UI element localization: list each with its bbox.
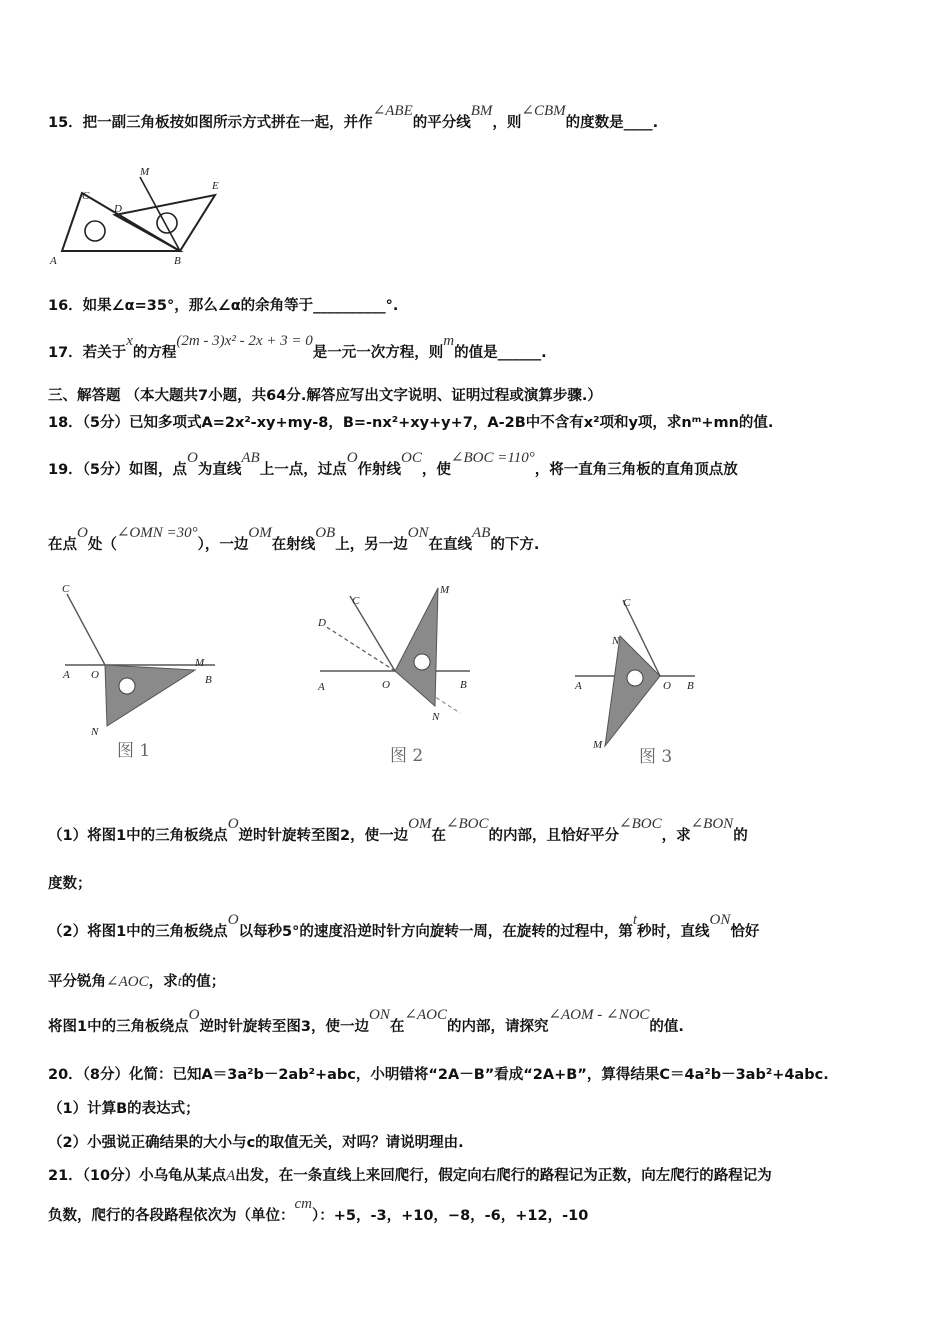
q19-part-3: 将图1中的三角板绕点O逆时针旋转至图3，使一边ON在∠AOC的内部，请探究∠AOM - ∠NOC的值. [48,1007,684,1035]
svg-text:A: A [575,680,582,692]
svg-text:B: B [687,680,694,692]
svg-text:B: B [205,674,212,686]
fig2-caption: 图 2 [390,746,424,766]
q19-part-2-cont: 平分锐角∠AOC，求t的值； [48,974,226,990]
q19-line-1: 19．（5分）如图，点O为直线AB上一点，过点O作射线OC，使∠BOC =110°，将一直角三角板的直角顶点放 [48,450,738,478]
q19-part-1-cont: 度数； [48,876,92,892]
q15-figure [40,165,230,275]
svg-text:M: M [440,584,450,596]
q21-line-2: 负数，爬行的各段路程依次为（单位：cm）：+5，-3，+10，−8，-6，+12，-10 [48,1196,589,1224]
svg-text:O: O [91,669,99,681]
fig-label-c: C [82,190,90,202]
q19-figure-2 [310,578,490,768]
svg-text:N: N [612,635,620,647]
fig3-caption: 图 3 [639,747,673,767]
q19-figure-3 [565,578,745,773]
fig-label-m: M [140,166,150,178]
q17-line: 17．若关于x的方程(2m - 3)x² - 2x + 3 = 0是一元一次方程，则m的值是______. [48,333,547,361]
svg-text:N: N [91,726,99,738]
q20-line-1: 20．（8分）化简：已知A＝3a²b－2ab²+abc，小明错将“2A－B”看成“2A+B”，算得结果C＝4a²b－3ab²+4abc. [48,1067,829,1083]
svg-text:B: B [460,679,467,691]
q20-line-3: （2）小强说正确结果的大小与c的取值无关，对吗？请说明理由. [48,1135,464,1151]
svg-text:C: C [352,595,360,607]
section-heading: 三、解答题 （本大题共7小题，共64分.解答应写出文字说明、证明过程或演算步骤.） [48,388,602,404]
q19-part-2: （2）将图1中的三角板绕点O以每秒5°的速度沿逆时针方向旋转一周，在旋转的过程中，第t秒时，直线ON恰好 [48,912,760,940]
svg-text:O: O [663,680,671,692]
svg-text:M: M [593,739,603,751]
q19-figure-1 [55,578,235,768]
svg-text:M: M [195,657,205,669]
q16-line: 16．如果∠α=35°，那么∠α的余角等于__________°. [48,298,399,314]
fig1-caption: 图 1 [117,741,151,761]
q15-line: 15．把一副三角板按如图所示方式拼在一起，并作∠ABE的平分线BM，则∠CBM的度数是____. [48,103,659,131]
svg-text:A: A [63,669,70,681]
fig-label-b: B [174,255,181,267]
q19-part-1: （1）将图1中的三角板绕点O逆时针旋转至图2，使一边OM在∠BOC的内部，且恰好平分∠BOC，求∠BON的 [48,816,748,844]
svg-text:D: D [318,617,326,629]
fig-label-e: E [212,180,219,192]
svg-text:C: C [62,583,70,595]
svg-text:O: O [382,679,390,691]
q20-line-2: （1）计算B的表达式； [48,1101,200,1117]
fig-label-a: A [50,255,57,267]
svg-text:A: A [318,681,325,693]
fig-label-d: D [114,203,122,215]
q18-line: 18．（5分）已知多项式A=2x²-xy+my-8，B=-nx²+xy+y+7，A-2B中不含有x²项和y项，求nᵐ+mn的值. [48,415,774,431]
svg-text:C: C [623,597,631,609]
q19-line-2: 在点O处（∠OMN =30°），一边OM在射线OB上，另一边ON在直线AB的下方. [48,525,540,553]
q21-line-1: 21．（10分）小乌龟从某点A出发，在一条直线上来回爬行，假定向右爬行的路程记为正数，向左爬行的路程记为 [48,1168,772,1184]
svg-text:N: N [432,711,440,723]
